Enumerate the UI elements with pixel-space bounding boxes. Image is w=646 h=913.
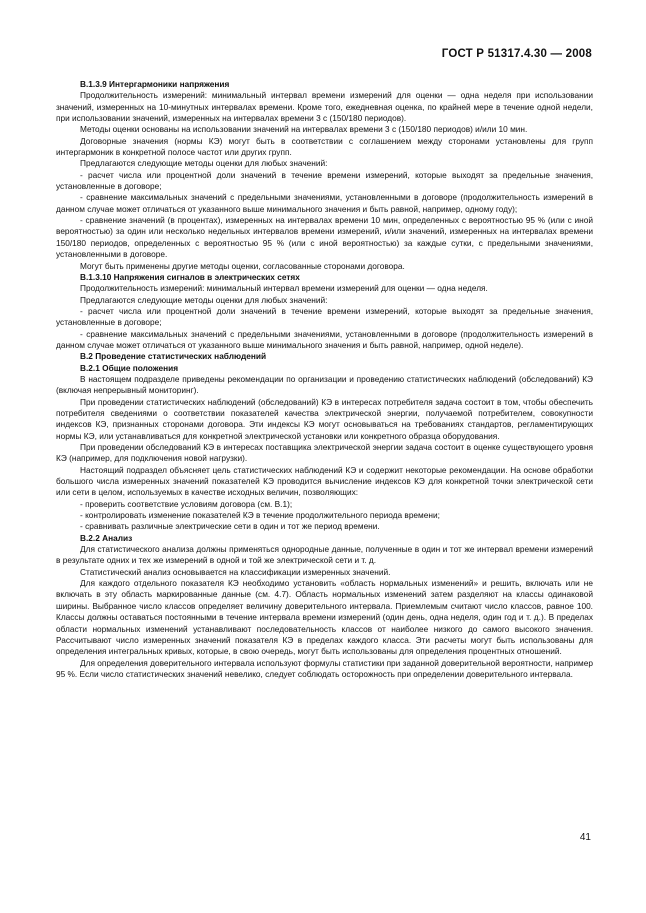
list-item: - проверить соответствие условиям договора (см. В.1); xyxy=(80,498,293,509)
list-item: - сравнение значений (в процентах), измеренных на интервалах времени 10 мин, определенных с вероятностью 95 % (или с иной вероятностью) за один или несколько недельных интервалов времени измерений, и/или значений, измеренных на интервалах времени 150/180 периодов, определенных с вероятностью 95 % (или с иной вероятностью) за каждые сутки, с предельными значениями, установленными в договоре. xyxy=(56,215,593,260)
paragraph: Продолжительность измерений: минимальный интервал времени измерений для оценки — одна неделя при использовании значений, измеренных на 10-минутных интервалах времени. Кроме того, ежедневная оценка, по крайней мере в течение одной недели, при использовании значений, измеренных на интервалах времени 3 с (150/180 периодов). xyxy=(56,90,593,124)
paragraph: Для статистического анализа должны применяться однородные данные, полученные в один и тот же интервал времени измерений в результате одних и тех же измерений в одной и той же электрической сети и т. д. xyxy=(56,544,593,566)
list-item: - сравнение максимальных значений с предельными значениями, установленными в договоре (продолжительность измерений в данном случае может отличаться от указанного выше минимального значения и быть равной, например, одной неделе). xyxy=(56,328,593,350)
paragraph: Предлагаются следующие методы оценки для любых значений: xyxy=(80,158,328,169)
paragraph: Продолжительность измерений: минимальный интервал времени измерений для оценки — одна неделя. xyxy=(80,283,488,294)
list-item: - расчет числа или процентной доли значений в течение времени измерений, которые выходят за предельные значения, установленные в договоре; xyxy=(56,305,593,328)
paragraph: Статистический анализ основывается на классификации измеренных значений. xyxy=(80,566,391,577)
list-item: - расчет числа или процентной доли значений в течение времени измерений, которые выходят за предельные значения, установленные в договоре; xyxy=(56,169,593,192)
page-number: 41 xyxy=(579,832,591,843)
section-heading: В.2.2 Анализ xyxy=(80,532,133,543)
list-item: - сравнивать различные электрические сети в один и тот же период времени. xyxy=(80,521,380,532)
paragraph: Для каждого отдельного показателя КЭ необходимо установить «область нормальных изменений» и решить, включать или не включать в эту область маркированные данные (см. 4.7). Область нормальных изменений затем разделяют на классы одинаковой ширины. Выбранное число классов определяет величину доверительного интервала. Приемлемым считают число классов, равное 100. Классы должны оставаться постоянными в течение интервала времени измерений (один день, одна неделя, один год и т. д.). В пределах области нормальных изменений устанавливают последовательность классов от наиболее низкого до самого высокого значения. Рассчитывают число измеренных значений показателя КЭ в пределах каждого класса. Эти расчеты могут быть использованы для определения интегральных кривых, которые, в свою очередь, могут быть использованы для определения процентных отношений. xyxy=(56,578,593,657)
paragraph: При проведении статистических наблюдений (обследований) КЭ в интересах потребителя задача состоит в том, чтобы обеспечить потребителя сведениями о соответствии показателей качества электрической энергии, получаемой потребителем, совокупности индексов КЭ, признанных сторонами договора. Эти индексы КЭ могут основываться на требованиях стандартов, регламентирующих нормы КЭ, или устанавливаться для конкретной электрической установки или конкретного образца оборудования. xyxy=(56,396,593,441)
paragraph: При проведении обследований КЭ в интересах поставщика электрической энергии задача состоит в оценке существующего уровня КЭ (например, для подключения новой нагрузки). xyxy=(56,442,593,464)
paragraph: Для определения доверительного интервала используют формулы статистики при заданной доверительной вероятности, например 95 %. Если число статистических значений невелико, следует соблюдать осторожность при определении доверительного интервала. xyxy=(56,657,593,679)
list-item: - сравнение максимальных значений с предельными значениями, установленными в договоре (продолжительность измерений в данном случае может отличаться от указанного выше минимального значения и быть равной, например, одному году); xyxy=(56,192,593,214)
paragraph: Договорные значения (нормы КЭ) могут быть в соответствии с соглашением между сторонами установлены для групп интергармоник в конкретной полосе частот или других групп. xyxy=(56,135,593,158)
section-heading: В.2.1 Общие положения xyxy=(80,362,179,373)
section-heading: В.1.3.10 Напряжения сигналов в электрических сетях xyxy=(80,271,300,282)
section-heading: В.1.3.9 Интергармоники напряжения xyxy=(80,79,230,89)
document-body xyxy=(56,79,593,680)
section-heading: В.2 Проведение статистических наблюдений xyxy=(80,351,267,362)
paragraph: Настоящий подраздел объясняет цель статистических наблюдений КЭ и содержит некоторые рекомендации. На основе обработки большого числа измеренных значений показателей КЭ проводится вычисление индексов КЭ для конкретной точки электрической сети или сети в целом, используемых в качестве исходных величин, позволяющих: xyxy=(56,464,593,498)
paragraph: Методы оценки основаны на использовании значений на интервалах времени 3 с (150/180 периодов) и/или 10 мин. xyxy=(80,124,528,135)
list-item: - контролировать изменение показателей КЭ в течение продолжительного периода времени; xyxy=(80,510,440,521)
paragraph: Предлагаются следующие методы оценки для любых значений: xyxy=(80,294,328,305)
paragraph: Могут быть применены другие методы оценки, согласованные сторонами договора. xyxy=(80,260,405,271)
paragraph: В настоящем подразделе приведены рекомендации по организации и проведению статистических наблюдений (обследований) КЭ (включая непрерывный мониторинг). xyxy=(56,373,593,396)
standard-designation: ГОСТ Р 51317.4.30 — 2008 xyxy=(441,48,592,60)
